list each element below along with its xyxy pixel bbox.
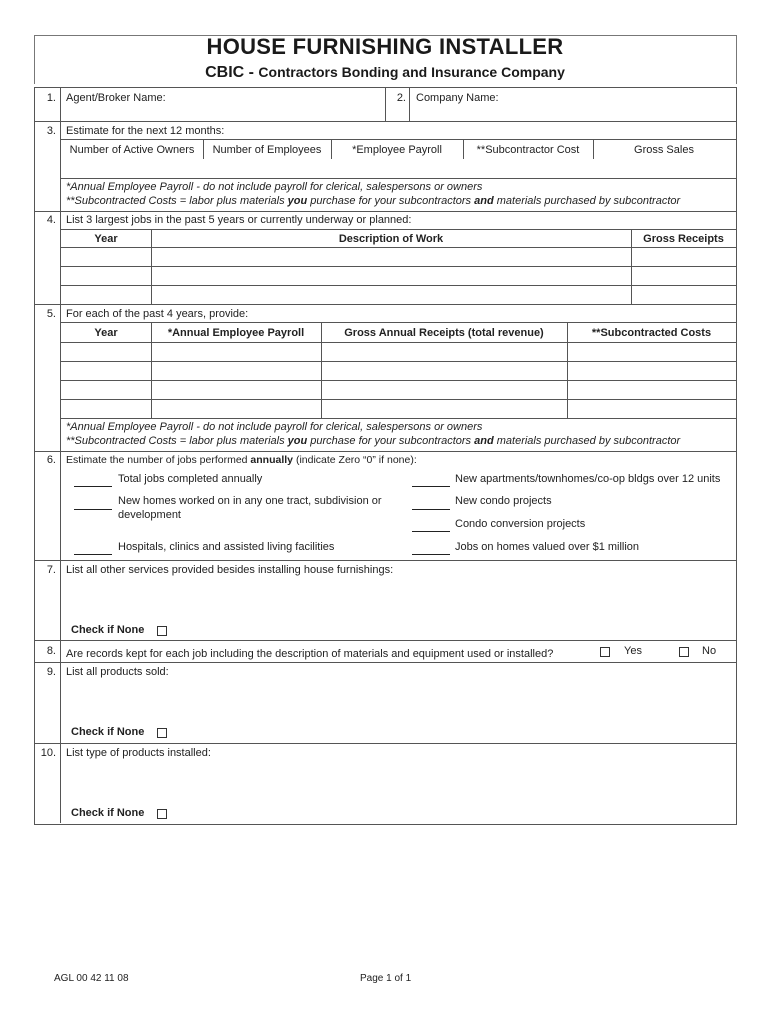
q7-label: List all other services provided besides installing house furnishings: — [66, 564, 394, 576]
col-subcontractor-cost: **Subcontractor Cost — [476, 144, 580, 156]
q9-check-label: Check if None — [71, 726, 145, 738]
job-year-input[interactable] — [63, 248, 153, 266]
q9-none-checkbox[interactable] — [157, 728, 167, 738]
q6-number: 6. — [46, 454, 56, 466]
q10-label: List type of products installed: — [66, 747, 211, 759]
page-number: Page 1 of 1 — [360, 973, 412, 984]
note-payroll: *Annual Employee Payroll - do not include payroll for clerical, salespersons or owners — [66, 181, 483, 193]
form-id: AGL 00 42 11 08 — [54, 973, 129, 984]
q10-none-checkbox[interactable] — [157, 809, 167, 819]
q6-label — [66, 454, 417, 466]
note-text: materials purchased by subcontractor — [493, 195, 681, 207]
col-active-owners: Number of Active Owners — [69, 144, 195, 156]
divider — [35, 743, 736, 744]
q8-label: Are records kept for each job including the description of materials and equipment used or installed? — [66, 648, 554, 660]
q4-label: List 3 largest jobs in the past 5 years or currently underway or planned: — [66, 214, 412, 226]
divider — [35, 451, 736, 452]
year-input[interactable] — [63, 400, 153, 418]
org-separator: - — [244, 64, 259, 81]
q8-number: 8. — [46, 645, 56, 657]
col-year: Year — [94, 327, 118, 339]
products-sold-input[interactable] — [66, 682, 730, 720]
subcontracted-costs-input[interactable] — [569, 400, 738, 418]
col-employee-payroll: *Employee Payroll — [352, 144, 442, 156]
q4-number: 4. — [46, 214, 56, 226]
col-year: Year — [94, 233, 118, 245]
q8-yes-checkbox[interactable] — [600, 647, 610, 657]
q7-check-label: Check if None — [71, 624, 145, 636]
job-year-input[interactable] — [63, 267, 153, 285]
col-gross-sales: Gross Sales — [634, 144, 694, 156]
q8-no-checkbox[interactable] — [679, 647, 689, 657]
col-subcontracted-costs: **Subcontracted Costs — [591, 327, 712, 339]
q5-label: For each of the past 4 years, provide: — [66, 308, 249, 320]
job-gross-receipts-input[interactable] — [633, 248, 738, 266]
org-abbreviation: CBIC — [205, 64, 245, 81]
divider — [61, 229, 736, 230]
note-subcontracted — [66, 435, 680, 447]
employees-input[interactable] — [206, 159, 332, 177]
new-homes-label-cont: development — [118, 509, 181, 521]
note-emphasis: and — [474, 195, 494, 207]
year-input[interactable] — [63, 381, 153, 399]
total-jobs-label: Total jobs completed annually — [118, 473, 263, 485]
q2-number: 2. — [396, 92, 406, 104]
q3-number: 3. — [46, 125, 56, 137]
subcontracted-costs-input[interactable] — [569, 362, 738, 380]
employee-payroll-input[interactable] — [334, 159, 464, 177]
number-column-divider — [60, 88, 61, 823]
job-year-input[interactable] — [63, 286, 153, 304]
job-description-input[interactable] — [153, 286, 633, 304]
divider — [61, 418, 736, 419]
divider — [61, 178, 736, 179]
other-services-input[interactable] — [66, 580, 730, 618]
condo-projects-blank[interactable] — [412, 509, 450, 510]
note-emphasis: you — [287, 435, 308, 447]
col-annual-payroll: *Annual Employee Payroll — [167, 327, 305, 339]
job-description-input[interactable] — [153, 248, 633, 266]
agent-broker-label: Agent/Broker Name: — [66, 92, 166, 104]
q10-number: 10. — [40, 747, 56, 759]
col-description: Description of Work — [338, 233, 444, 245]
gross-sales-input[interactable] — [596, 159, 736, 177]
q1-number: 1. — [46, 92, 56, 104]
condo-conversion-blank[interactable] — [412, 531, 450, 532]
job-gross-receipts-input[interactable] — [633, 267, 738, 285]
note-text: purchase for your subcontractors — [307, 435, 475, 447]
note-text: purchase for your subcontractors — [307, 195, 475, 207]
q3-label: Estimate for the next 12 months: — [66, 125, 225, 137]
new-homes-label: New homes worked on in any one tract, subdivision or — [118, 495, 382, 507]
col-gross-annual-receipts: Gross Annual Receipts (total revenue) — [344, 327, 544, 339]
year-input[interactable] — [63, 343, 153, 361]
apartments-label: New apartments/townhomes/co-op bldgs over 12 units — [455, 473, 721, 485]
form-title: HOUSE FURNISHING INSTALLER — [206, 34, 564, 59]
new-homes-blank[interactable] — [74, 509, 112, 510]
year-input[interactable] — [63, 362, 153, 380]
annual-payroll-input[interactable] — [153, 381, 323, 399]
q7-none-checkbox[interactable] — [157, 626, 167, 636]
subcontractor-cost-input[interactable] — [466, 159, 594, 177]
note-text: **Subcontracted Costs = labor plus materials — [66, 195, 288, 207]
hospitals-blank[interactable] — [74, 554, 112, 555]
annual-payroll-input[interactable] — [153, 400, 323, 418]
homes-over-million-blank[interactable] — [412, 554, 450, 555]
company-name-input[interactable] — [505, 90, 734, 108]
divider — [61, 322, 736, 323]
q9-label: List all products sold: — [66, 666, 169, 678]
q8-yes-label: Yes — [624, 645, 642, 657]
job-description-input[interactable] — [153, 267, 633, 285]
divider — [409, 88, 410, 121]
divider — [61, 139, 736, 140]
note-payroll: *Annual Employee Payroll - do not include payroll for clerical, salespersons or owners — [66, 421, 483, 433]
q10-check-label: Check if None — [71, 807, 145, 819]
divider — [35, 121, 736, 122]
annual-payroll-input[interactable] — [153, 362, 323, 380]
gross-receipts-input[interactable] — [323, 362, 569, 380]
condo-conversion-label: Condo conversion projects — [455, 518, 586, 530]
agent-broker-input[interactable] — [170, 90, 384, 108]
divider — [35, 640, 736, 641]
q9-number: 9. — [46, 666, 56, 678]
divider — [35, 211, 736, 212]
total-jobs-blank[interactable] — [74, 486, 112, 487]
homes-over-million-label: Jobs on homes valued over $1 million — [455, 541, 640, 553]
q6-text: (indicate Zero “0” if none): — [293, 454, 417, 466]
note-emphasis: you — [287, 195, 308, 207]
note-text: **Subcontracted Costs = labor plus materials — [66, 435, 288, 447]
apartments-blank[interactable] — [412, 486, 450, 487]
divider — [35, 560, 736, 561]
q7-number: 7. — [46, 564, 56, 576]
note-subcontracted — [66, 195, 680, 207]
job-gross-receipts-input[interactable] — [633, 286, 738, 304]
q5-number: 5. — [46, 308, 56, 320]
products-installed-input[interactable] — [66, 763, 730, 801]
divider — [35, 662, 736, 663]
gross-receipts-input[interactable] — [323, 381, 569, 399]
q8-no-label: No — [702, 645, 717, 657]
gross-receipts-input[interactable] — [323, 400, 569, 418]
divider — [35, 304, 736, 305]
note-emphasis: and — [474, 435, 494, 447]
gross-receipts-input[interactable] — [323, 343, 569, 361]
org-name: Contractors Bonding and Insurance Company — [258, 64, 565, 80]
condo-projects-label: New condo projects — [455, 495, 552, 507]
company-name-label: Company Name: — [416, 92, 499, 104]
annual-payroll-input[interactable] — [153, 343, 323, 361]
active-owners-input[interactable] — [64, 159, 204, 177]
subcontracted-costs-input[interactable] — [569, 343, 738, 361]
form-subtitle — [0, 64, 770, 82]
q6-emphasis: annually — [250, 454, 294, 466]
subcontracted-costs-input[interactable] — [569, 381, 738, 399]
note-text: materials purchased by subcontractor — [493, 435, 681, 447]
hospitals-label: Hospitals, clinics and assisted living facilities — [118, 541, 335, 553]
q6-text: Estimate the number of jobs performed — [66, 454, 251, 466]
col-gross-receipts: Gross Receipts — [643, 233, 724, 245]
col-employees: Number of Employees — [212, 144, 322, 156]
